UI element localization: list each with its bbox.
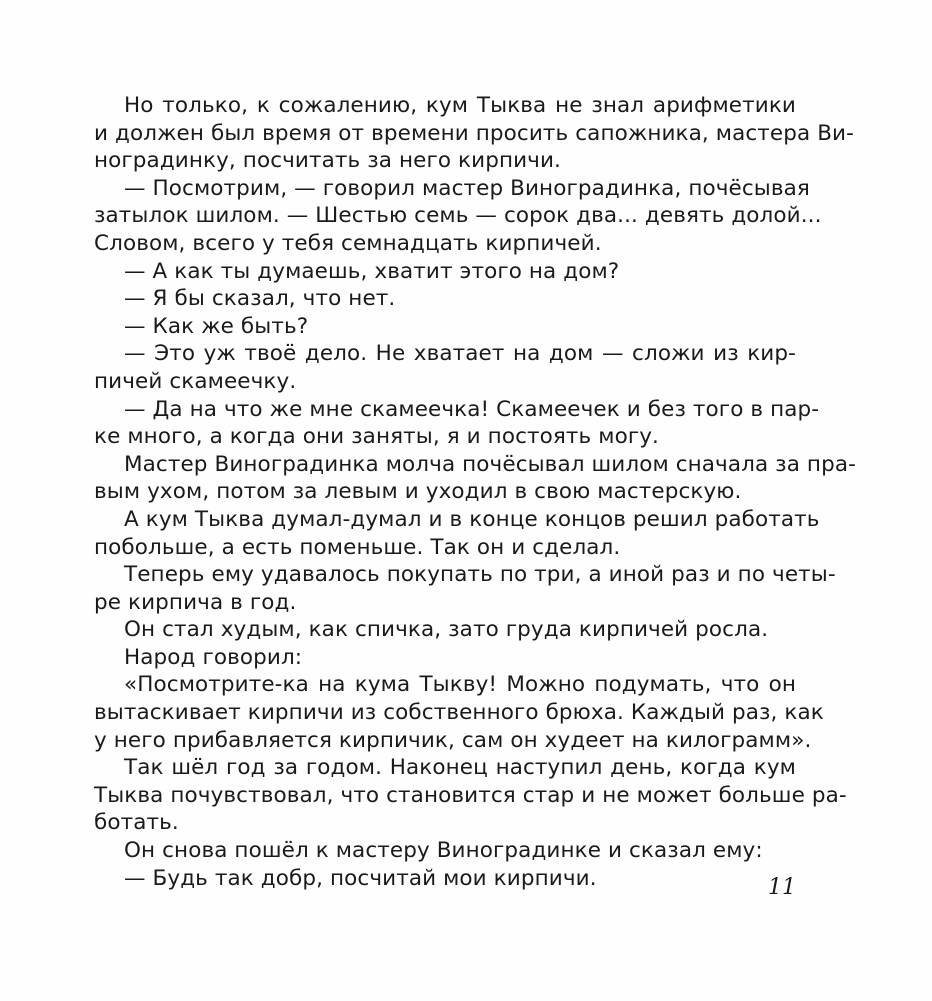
text-line: — Будь так добр, посчитай мои кирпичи. — [124, 865, 597, 891]
paragraph — [94, 175, 822, 258]
page-number: 11 — [768, 875, 796, 900]
text-line: — Как же быть? — [124, 313, 309, 339]
text-line: Теперь ему удавалось покупать по три, а иной раз и по четы- — [124, 562, 836, 588]
paragraph — [94, 644, 796, 672]
text-line: Мастер Виноградинка молча почёсывал шилом сначала за пра- — [124, 451, 856, 477]
text-line: Он снова пошёл к мастеру Виноградинке и сказал ему: — [124, 838, 763, 864]
paragraph — [94, 506, 820, 561]
paragraph — [94, 561, 836, 616]
text-line: Он стал худым, как спичка, зато груда кирпичей росла. — [124, 617, 769, 643]
text-line: — Да на что же мне скамеечка! Скамеечек и без того в пар- — [124, 396, 820, 422]
paragraph — [94, 616, 796, 644]
paragraph — [94, 285, 796, 313]
text-line: — Посмотрим, — говорил мастер Виноградинка, почёсывая — [124, 175, 810, 201]
paragraph — [94, 340, 796, 395]
text-line: А кум Тыква думал-думал и в конце концов решил работать — [124, 506, 820, 532]
text-line: ке много, а когда они заняты, я и постоять могу. — [94, 424, 659, 450]
text-line: Так шёл год за годом. Наконец наступил день, когда кум — [124, 755, 796, 781]
text-line: Но только, к сожалению, кум Тыква не знал арифметики — [124, 93, 796, 118]
text-line: — Это уж твоё дело. Не хватает на дом — сложи из кир- — [124, 341, 796, 367]
paragraph — [94, 671, 824, 754]
text-line: побольше, а есть поменьше. Так он и сделал. — [94, 534, 621, 560]
paragraph — [94, 754, 847, 837]
paragraph — [94, 396, 820, 451]
paragraph — [94, 837, 796, 865]
paragraph — [94, 865, 796, 893]
text-line: «Посмотрите-ка на кума Тыкву! Можно подумать, что он — [124, 672, 796, 698]
text-line: у него прибавляется кирпичик, сам он худеет на килограмм». — [94, 727, 812, 753]
text-line: Словом, всего у тебя семнадцать кирпичей. — [94, 230, 602, 256]
text-line: пичей скамеечку. — [94, 368, 297, 394]
text-line: ноградинку, посчитать за него кирпичи. — [94, 148, 561, 174]
paragraph — [94, 258, 796, 286]
text-line: Тыква почувствовал, что становится стар и не может больше ра- — [94, 782, 847, 808]
text-line: вым ухом, потом за левым и уходил в свою мастерскую. — [94, 479, 742, 505]
body-text — [94, 92, 856, 892]
text-line: затылок шилом. — Шестью семь — сорок два... девять долой... — [94, 203, 822, 229]
text-line: — Я бы сказал, что нет. — [124, 286, 396, 312]
text-line: Народ говорил: — [124, 644, 303, 670]
text-line: ре кирпича в год. — [94, 589, 297, 615]
text-line: — А как ты думаешь, хватит этого на дом? — [124, 258, 620, 284]
paragraph — [94, 92, 854, 175]
paragraph — [94, 313, 796, 341]
text-line: ботать. — [94, 810, 179, 836]
paragraph — [94, 451, 856, 506]
text-line: и должен был время от времени просить сапожника, мастера Ви- — [94, 120, 854, 146]
text-line: вытаскивает кирпичи из собственного брюха. Каждый раз, как — [94, 700, 824, 726]
